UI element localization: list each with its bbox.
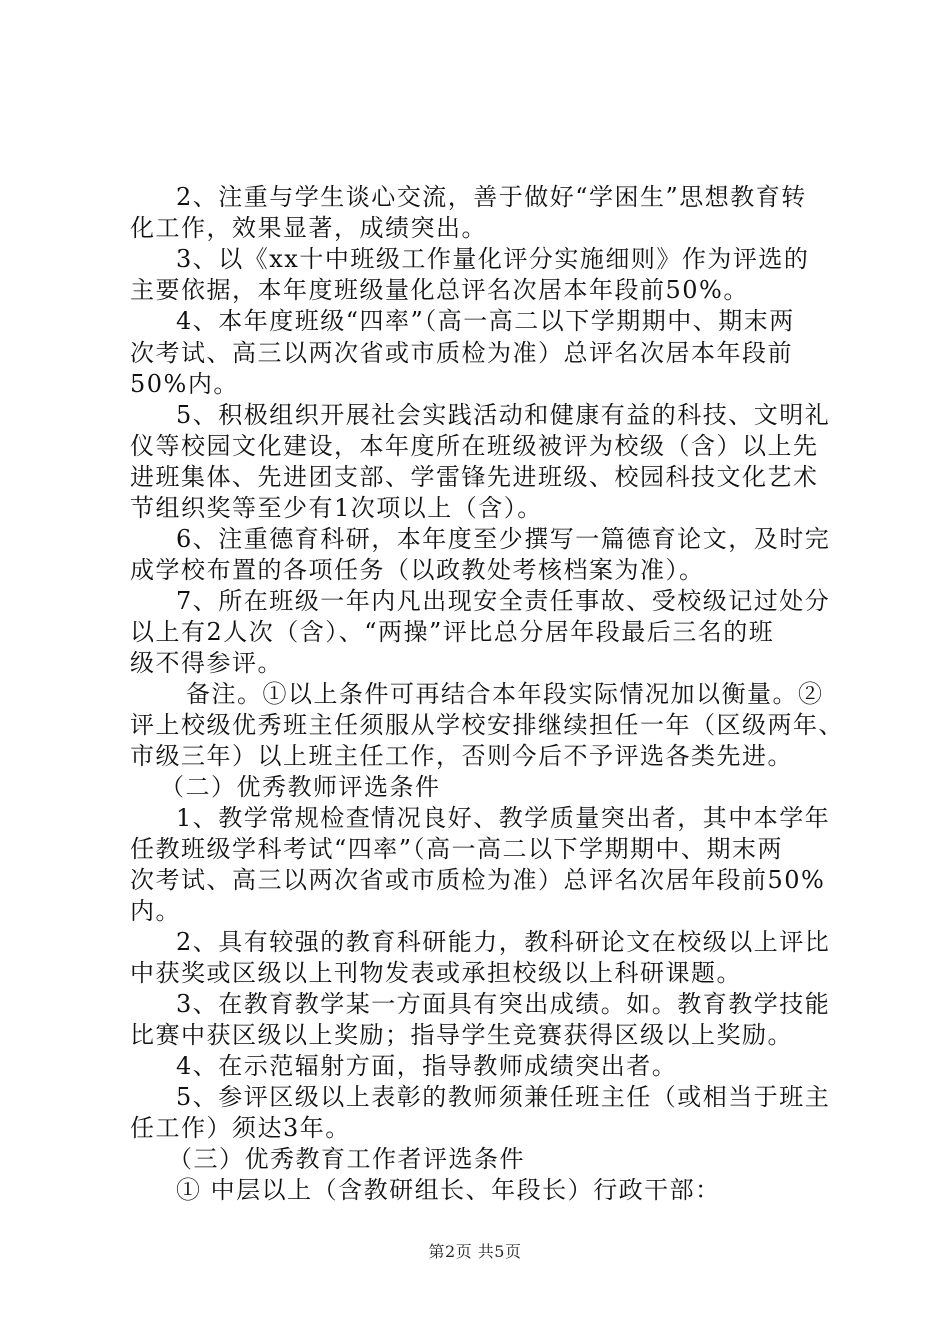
- text-line: 任教班级学科考试“四率”（高一高二以下学期期中、期末两: [130, 835, 784, 863]
- text-line: 5、积极组织开展社会实践活动和健康有益的科技、文明礼: [176, 401, 831, 429]
- text-line: 2、具有较强的教育科研能力，教科研论文在校级以上评比: [176, 928, 831, 956]
- page-number-footer: 第2页 共5页: [428, 1242, 522, 1261]
- text-line: 中获奖或区级以上刊物发表或承担校级以上科研课题。: [130, 959, 742, 987]
- section-heading: （二）优秀教师评选条件: [160, 773, 441, 801]
- text-line: 2、注重与学生谈心交流，善于做好“学困生”思想教育转: [176, 183, 807, 211]
- text-line: 比赛中获区级以上奖励；指导学生竞赛获得区级以上奖励。: [130, 1021, 793, 1049]
- text-line: 4、本年度班级“四率”（高一高二以下学期期中、期末两: [176, 307, 795, 335]
- text-line: ① 中层以上（含教研组长、年段长）行政干部：: [176, 1176, 721, 1204]
- text-line: 内。: [130, 897, 181, 925]
- text-line: 评上校级优秀班主任须服从学校安排继续担任一年（区级两年、: [130, 711, 844, 739]
- text-line: 50%内。: [130, 370, 239, 398]
- text-line: 5、参评区级以上表彰的教师须兼任班主任（或相当于班主: [176, 1083, 831, 1111]
- text-line: 次考试、高三以两次省或市质检为准）总评名次居年段前50%: [130, 866, 826, 894]
- text-line: 主要依据，本年度班级量化总评名次居本年段前50%。: [130, 276, 749, 304]
- text-line: 仪等校园文化建设，本年度所在班级被评为校级（含）以上先: [130, 432, 819, 460]
- text-line: 3、以《xx十中班级工作量化评分实施细则》作为评选的: [176, 245, 810, 273]
- text-line: 次考试、高三以两次省或市质检为准）总评名次居本年段前: [130, 339, 793, 367]
- text-line: 1、教学常规检查情况良好、教学质量突出者，其中本学年: [176, 804, 831, 832]
- section-heading: （三）优秀教育工作者评选条件: [168, 1145, 525, 1173]
- text-line: 3、在教育教学某一方面具有突出成绩。如。教育教学技能: [176, 990, 831, 1018]
- text-line: 备注。①以上条件可再结合本年段实际情况加以衡量。②: [186, 680, 824, 708]
- text-line: 进班集体、先进团支部、学雷锋先进班级、校园科技文化艺术: [130, 463, 819, 491]
- text-line: 6、注重德育科研，本年度至少撰写一篇德育论文，及时完: [176, 525, 831, 553]
- text-line: 以上有2人次（含）、“两操”评比总分居年段最后三名的班: [130, 618, 775, 646]
- text-line: 成学校布置的各项任务（以政教处考核档案为准）。: [130, 556, 705, 584]
- text-line: 7、所在班级一年内凡出现安全责任事故、受校级记过处分: [176, 587, 831, 615]
- text-line: 节组织奖等至少有1次项以上（含）。: [130, 494, 543, 522]
- text-line: 化工作，效果显著，成绩突出。: [130, 214, 487, 242]
- text-line: 市级三年）以上班主任工作，否则今后不予评选各类先进。: [130, 742, 793, 770]
- text-line: 任工作）须达3年。: [130, 1114, 351, 1142]
- text-line: 级不得参评。: [130, 649, 283, 677]
- text-line: 4、在示范辐射方面，指导教师成绩突出者。: [176, 1052, 678, 1080]
